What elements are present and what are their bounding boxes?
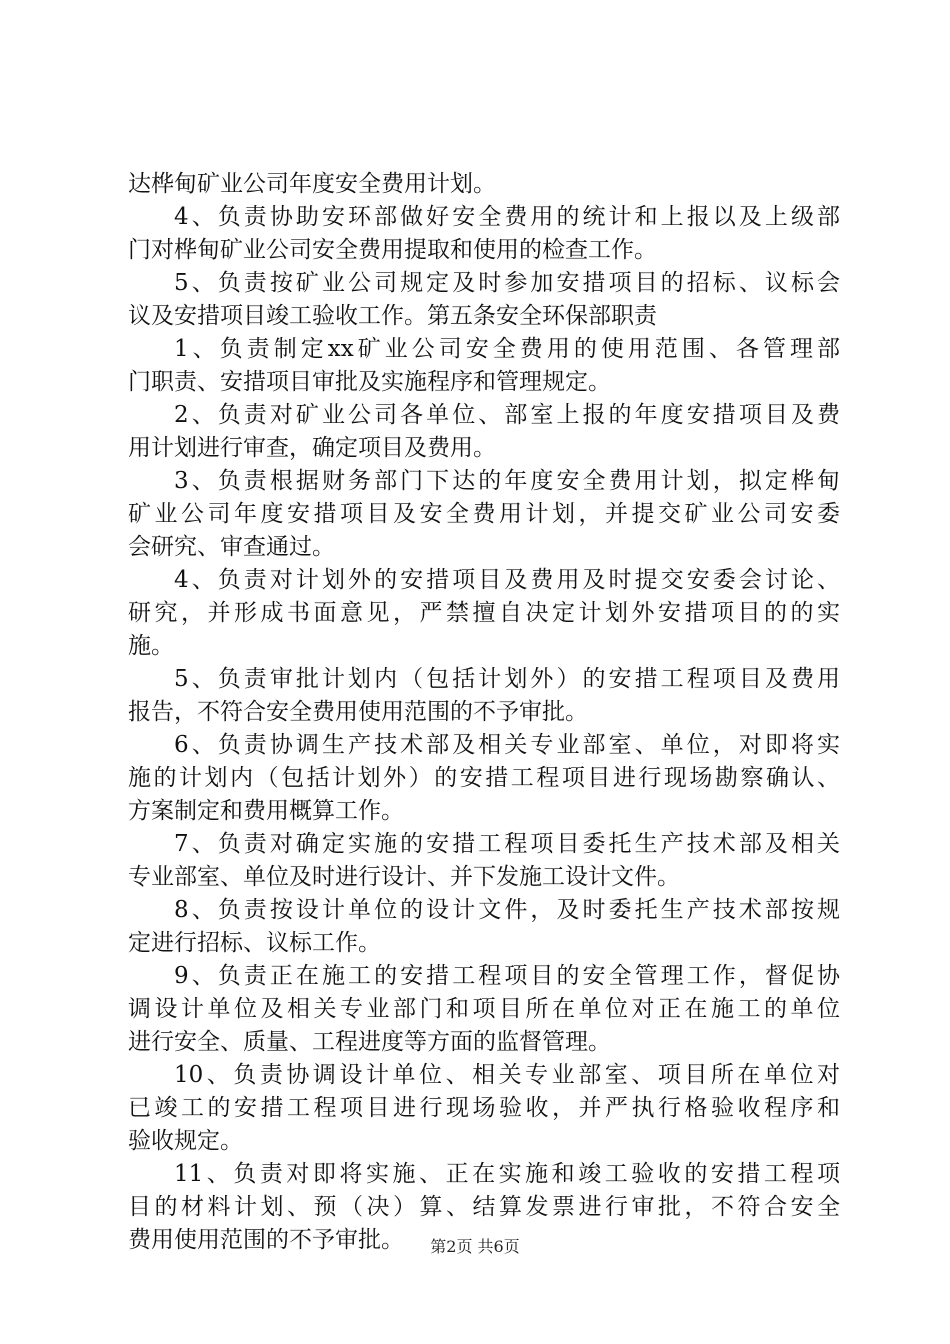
text-line: 3、负责根据财务部门下达的年度安全费用计划，拟定桦甸 [174,468,840,494]
text-line: 矿业公司年度安措项目及安全费用计划，并提交矿业公司安委 [128,501,840,527]
text-line: 目的材料计划、预（决）算、结算发票进行审批，不符合安全 [128,1194,840,1220]
text-line: 门职责、安措项目审批及实施程序和管理规定。 [128,369,611,395]
text-line: 6、负责协调生产技术部及相关专业部室、单位，对即将实 [174,732,840,758]
text-line: 议及安措项目竣工验收工作。第五条安全环保部职责 [128,303,657,329]
text-line: 施的计划内（包括计划外）的安措工程项目进行现场勘察确认、 [128,765,840,791]
text-line: 定进行招标、议标工作。 [128,930,381,956]
text-line: 专业部室、单位及时进行设计、并下发施工设计文件。 [128,864,680,890]
text-line: 2、负责对矿业公司各单位、部室上报的年度安措项目及费 [174,402,840,428]
text-line: 已竣工的安措工程项目进行现场验收，并严执行格验收程序和 [128,1095,840,1121]
text-line: 5、负责审批计划内（包括计划外）的安措工程项目及费用 [174,666,840,692]
text-line: 报告，不符合安全费用使用范围的不予审批。 [128,699,588,725]
text-line: 施。 [128,633,174,659]
text-line: 4、负责协助安环部做好安全费用的统计和上报以及上级部 [174,204,840,230]
text-line: 门对桦甸矿业公司安全费用提取和使用的检查工作。 [128,237,657,263]
text-line: 1、负责制定xx矿业公司安全费用的使用范围、各管理部 [174,336,840,362]
text-line: 费用使用范围的不予审批。 [128,1227,404,1253]
page-number: 第2页 共6页 [430,1237,520,1256]
text-line: 会研究、审查通过。 [128,534,335,560]
text-line: 11、负责对即将实施、正在实施和竣工验收的安措工程项 [174,1161,840,1187]
text-line: 调设计单位及相关专业部门和项目所在单位对正在施工的单位 [128,996,840,1022]
document-body [128,168,840,1257]
text-line: 4、负责对计划外的安措项目及费用及时提交安委会讨论、 [174,567,840,593]
text-line: 达桦甸矿业公司年度安全费用计划。 [128,171,496,197]
text-line: 5、负责按矿业公司规定及时参加安措项目的招标、议标会 [174,270,840,296]
text-line: 10、负责协调设计单位、相关专业部室、项目所在单位对 [174,1062,840,1088]
text-line: 用计划进行审查，确定项目及费用。 [128,435,496,461]
page-footer [0,1234,950,1257]
text-line: 进行安全、质量、工程进度等方面的监督管理。 [128,1029,611,1055]
text-line: 8、负责按设计单位的设计文件，及时委托生产技术部按规 [174,897,840,923]
text-line: 方案制定和费用概算工作。 [128,798,404,824]
text-line: 研究，并形成书面意见，严禁擅自决定计划外安措项目的的实 [128,600,840,626]
text-line: 7、负责对确定实施的安措工程项目委托生产技术部及相关 [174,831,840,857]
text-line: 9、负责正在施工的安措工程项目的安全管理工作，督促协 [174,963,840,989]
text-line: 验收规定。 [128,1128,243,1154]
